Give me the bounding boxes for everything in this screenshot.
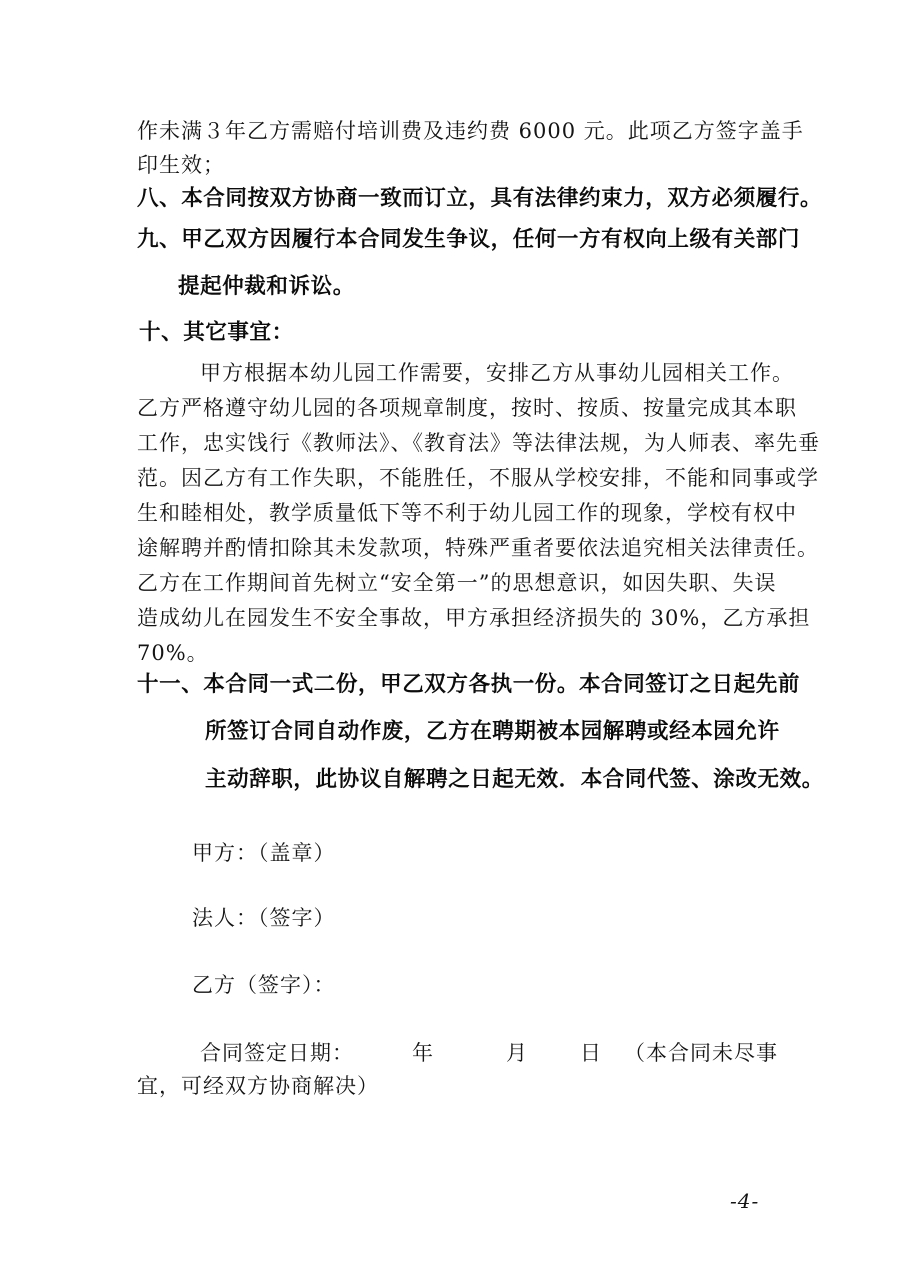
clause-10-heading: 十、其它事宜： — [139, 320, 294, 345]
clause-10-line-5: 生和睦相处，教学质量低下等不利于幼儿园工作的现象，学校有权中 — [137, 501, 797, 525]
clause-8: 八、本合同按双方协商一致而订立，具有法律约束力，双方必须履行。 — [137, 186, 823, 211]
clause-11-line-3: 主动辞职，此协议自解聘之日起无效．本合同代签、涂改无效。 — [205, 767, 824, 792]
party-b-sign-label: 乙方（签字）： — [192, 973, 336, 997]
clause-10-line-9: 70%。 — [137, 641, 209, 665]
clause-10-line-8: 造成幼儿在园发生不安全事故，甲方承担经济损失的 30%，乙方承担 — [137, 606, 811, 630]
clause-10-line-2: 乙方严格遵守幼儿园的各项规章制度，按时、按质、按量完成其本职 — [137, 396, 797, 420]
clause-11-line-1: 十一、本合同一式二份，甲乙双方各执一份。本合同签订之日起先前 — [137, 672, 801, 697]
clause-10-line-7: 乙方在工作期间首先树立“安全第一”的思想意识，如因失职、失误 — [137, 571, 777, 595]
clause-9-line-2: 提起仲裁和诉讼。 — [178, 274, 355, 299]
clause-10-line-6: 途解聘并酌情扣除其未发款项，特殊严重者要依法追究相关法律责任。 — [137, 536, 819, 560]
page-number: -4- — [730, 1189, 760, 1213]
sign-date-year: 年 — [412, 1041, 434, 1065]
clause-10-line-4: 范。因乙方有工作失职，不能胜任，不服从学校安排，不能和同事或学 — [137, 466, 819, 490]
clause-10-line-1: 甲方根据本幼儿园工作需要，安排乙方从事幼儿园相关工作。 — [200, 361, 794, 385]
sign-date-day: 日 — [580, 1041, 602, 1065]
sign-date-note: （本合同未尽事 — [624, 1041, 778, 1065]
sign-date-month: 月 — [506, 1041, 528, 1065]
sign-date-note-continued: 宜，可经双方协商解决） — [137, 1074, 379, 1098]
clause-7-tail-line-1: 作未满３年乙方需赔付培训费及违约费 6000 元。此项乙方签字盖手 — [137, 119, 804, 143]
legal-rep-sign-label: 法人：（签字） — [192, 906, 336, 930]
clause-7-tail-line-2: 印生效； — [137, 153, 225, 177]
clause-9-line-1: 九、甲乙双方因履行本合同发生争议，任何一方有权向上级有关部门 — [137, 227, 801, 252]
clause-11-line-2: 所签订合同自动作废，乙方在聘期被本园解聘或经本园允许 — [205, 719, 780, 744]
party-a-seal-label: 甲方：（盖章） — [192, 841, 336, 865]
clause-10-line-3: 工作，忠实饯行《教师法》、《教育法》等法律法规，为人师表、率先垂 — [137, 431, 820, 455]
sign-date-label: 合同签定日期： — [200, 1041, 354, 1065]
